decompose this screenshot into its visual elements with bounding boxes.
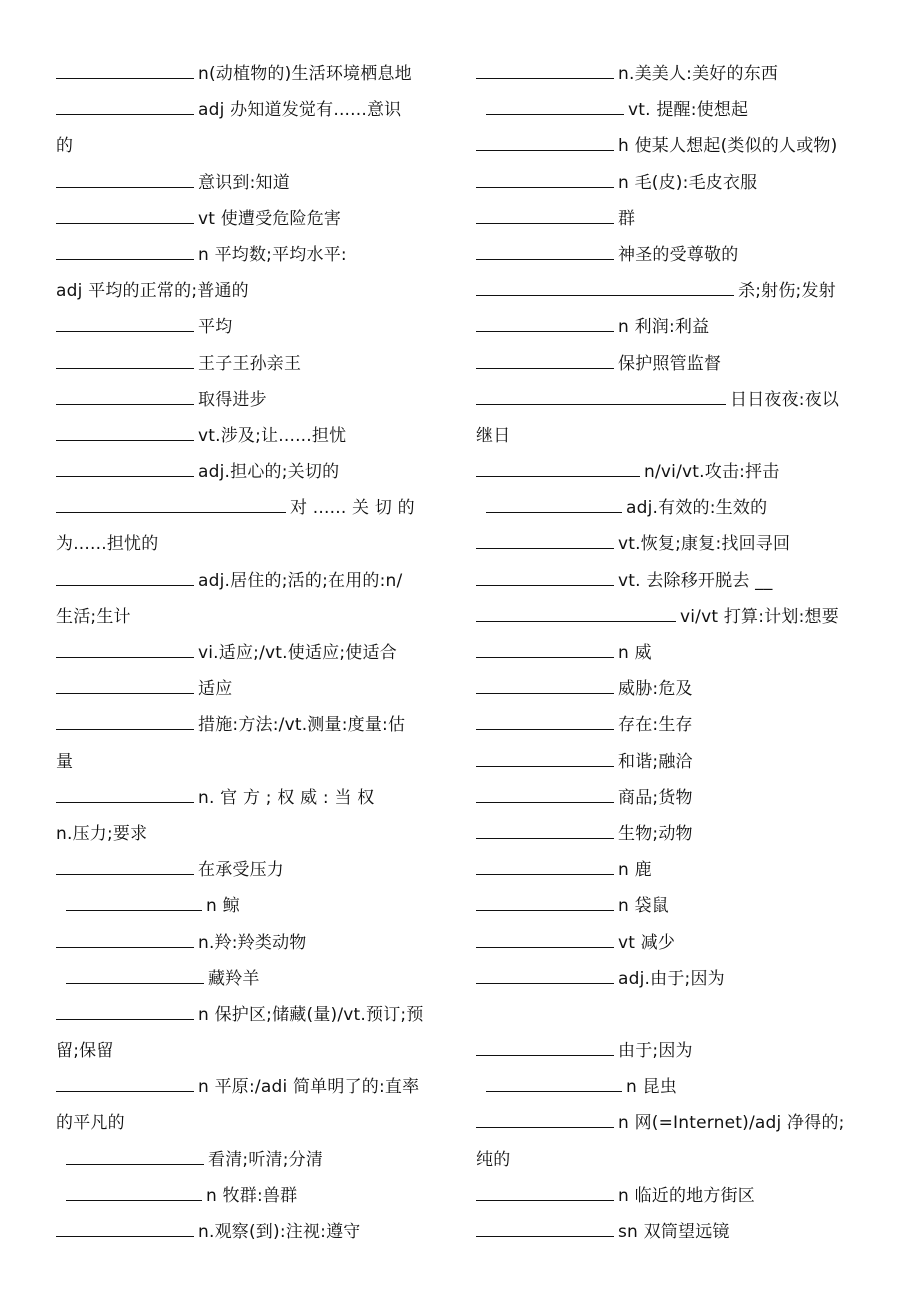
definition-text: 适应 [198, 679, 233, 700]
vocab-line [56, 1069, 446, 1105]
definition-text: 措施:方法:/vt.测量:度量:估 [198, 715, 406, 736]
vocab-line [476, 997, 868, 1033]
vocab-line [476, 346, 868, 382]
definition-text: 和谐;融洽 [618, 751, 693, 772]
vocab-line [56, 780, 446, 816]
answer-blank[interactable] [476, 150, 614, 151]
definition-text: n 平均数;平均水平: [198, 244, 347, 265]
answer-blank[interactable] [476, 657, 614, 658]
answer-blank[interactable] [476, 404, 726, 405]
answer-blank[interactable] [56, 1091, 194, 1092]
definition-text: 生活;生计 [56, 606, 131, 627]
definition-text: n 袋鼠 [618, 896, 669, 917]
answer-blank[interactable] [476, 766, 614, 767]
answer-blank[interactable] [56, 331, 194, 332]
answer-blank[interactable] [476, 1127, 614, 1128]
answer-blank[interactable] [56, 114, 194, 115]
definition-text: 日日夜夜:夜以 [730, 389, 840, 410]
definition-text: 看清;听清;分清 [208, 1149, 324, 1170]
answer-blank[interactable] [56, 476, 194, 477]
vocab-line [56, 1033, 446, 1069]
definition-text: 藏羚羊 [208, 968, 260, 989]
definition-text: sn 双筒望远镜 [618, 1222, 730, 1242]
answer-blank[interactable] [476, 585, 614, 586]
vocab-line [56, 707, 446, 743]
definition-text: vt.涉及;让......担忧 [198, 425, 347, 446]
vocab-line [476, 671, 868, 707]
vocab-line [56, 418, 446, 454]
answer-blank[interactable] [476, 874, 614, 875]
definition-text: 由于;因为 [618, 1041, 693, 1062]
vocab-line [476, 490, 868, 526]
vocab-line [56, 237, 446, 273]
definition-text: vt.恢复;康复:找回寻回 [618, 534, 791, 555]
vocab-line [56, 165, 446, 201]
definition-text: 商品;货物 [618, 787, 693, 808]
definition-text: 保护照管监督 [618, 353, 722, 374]
definition-text: n.羚:羚类动物 [198, 932, 307, 953]
vocab-line [56, 888, 446, 924]
answer-blank[interactable] [476, 1236, 614, 1237]
definition-text: n 牧群:兽群 [206, 1185, 298, 1206]
definition-text: n 鹿 [618, 860, 652, 881]
definition-text: 留;保留 [56, 1041, 114, 1062]
vocab-line [476, 888, 868, 924]
answer-blank[interactable] [56, 259, 194, 260]
vocab-line [56, 671, 446, 707]
definition-text: n.美美人:美好的东西 [618, 64, 779, 84]
definition-text: adj 办知道发觉有......意识 [198, 100, 402, 121]
definition-text: n 威 [618, 643, 652, 663]
answer-blank[interactable] [486, 114, 624, 115]
definition-text: vt 减少 [618, 932, 676, 953]
vocab-line [56, 526, 446, 562]
left-column [56, 56, 446, 1250]
vocab-line [476, 526, 868, 562]
vocab-line [56, 56, 446, 92]
vocab-line [56, 382, 446, 418]
vocab-line [56, 925, 446, 961]
answer-blank[interactable] [56, 223, 194, 224]
definition-text: 继日 [476, 425, 511, 446]
vocab-line [476, 1069, 868, 1105]
answer-blank[interactable] [56, 1019, 194, 1020]
answer-blank[interactable] [476, 983, 614, 984]
definition-text: h 使某人想起(类似的人或物) [618, 136, 838, 157]
vocab-line [476, 635, 868, 671]
answer-blank[interactable] [476, 729, 614, 730]
definition-text: n 昆虫 [626, 1077, 677, 1098]
vocab-line [476, 1214, 868, 1250]
answer-blank[interactable] [56, 78, 194, 79]
answer-blank[interactable] [476, 1055, 614, 1056]
vocab-line [476, 56, 868, 92]
vocab-line [56, 563, 446, 599]
answer-blank[interactable] [56, 1236, 194, 1237]
answer-blank[interactable] [486, 512, 622, 513]
vocab-line [56, 1142, 446, 1178]
definition-text: 纯的 [476, 1149, 511, 1170]
vocab-line [56, 128, 446, 164]
vocab-line [476, 1178, 868, 1214]
definition-text: 群 [618, 208, 636, 229]
answer-blank[interactable] [66, 1200, 202, 1201]
answer-blank[interactable] [476, 947, 614, 948]
definition-text: n. 官 方 ; 权 威 : 当 权 [198, 787, 375, 808]
answer-blank[interactable] [486, 1091, 622, 1092]
definition-text: adj.居住的;活的;在用的:n/ [198, 570, 403, 591]
answer-blank[interactable] [476, 548, 614, 549]
definition-text: n 利润:利益 [618, 317, 710, 338]
vocab-line [56, 346, 446, 382]
definition-text: adj.有效的:生效的 [626, 498, 768, 519]
vocab-line [476, 454, 868, 490]
vocab-line [476, 309, 868, 345]
answer-blank[interactable] [476, 1200, 614, 1201]
answer-blank[interactable] [476, 259, 614, 260]
answer-blank[interactable] [56, 729, 194, 730]
definition-text: n.观察(到):注视:遵守 [198, 1222, 361, 1242]
vocab-line [476, 1105, 868, 1141]
vocab-line [476, 816, 868, 852]
answer-blank[interactable] [476, 368, 614, 369]
answer-blank[interactable] [66, 983, 204, 984]
answer-blank[interactable] [56, 440, 194, 441]
definition-text: vt. 提醒:使想起 [628, 100, 749, 121]
vocab-line [56, 1214, 446, 1250]
answer-blank[interactable] [476, 187, 614, 188]
definition-text: 的 [56, 136, 74, 157]
answer-blank[interactable] [56, 512, 286, 513]
answer-blank[interactable] [476, 223, 614, 224]
answer-blank[interactable] [56, 368, 194, 369]
answer-blank[interactable] [476, 78, 614, 79]
vocab-line [56, 816, 446, 852]
vocab-line [56, 1105, 446, 1141]
definition-text: n 毛(皮):毛皮衣服 [618, 172, 758, 193]
vocab-line [476, 599, 868, 635]
definition-text: n.压力;要求 [56, 823, 148, 844]
answer-blank[interactable] [476, 693, 614, 694]
vocab-line [476, 418, 868, 454]
definition-text: 神圣的受尊敬的 [618, 244, 739, 265]
vocab-line [476, 382, 868, 418]
answer-blank[interactable] [56, 404, 194, 405]
definition-text: vi.适应;/vt.使适应;使适合 [198, 643, 397, 663]
answer-blank[interactable] [56, 657, 194, 658]
definition-text: n 平原:/adi 简单明了的:直率 [198, 1077, 420, 1098]
definition-text: 威胁:危及 [618, 679, 693, 700]
vocab-line [56, 961, 446, 997]
definition-text: 杀;射伤;发射 [738, 281, 836, 302]
definition-text: 在承受压力 [198, 860, 284, 881]
vocab-line [56, 454, 446, 490]
definition-text: adj.担心的;关切的 [198, 462, 340, 483]
definition-text: 对 ...... 关 切 的 [290, 498, 415, 519]
answer-blank[interactable] [56, 947, 194, 948]
vocab-line [56, 599, 446, 635]
vocab-line [56, 490, 446, 526]
vocab-line [476, 273, 868, 309]
definition-text: vi/vt 打算:计划:想要 [680, 606, 839, 627]
definition-text: 的平凡的 [56, 1113, 125, 1134]
answer-blank[interactable] [66, 1164, 204, 1165]
definition-text: n 鲸 [206, 896, 240, 917]
vocab-line [476, 925, 868, 961]
answer-blank[interactable] [56, 585, 194, 586]
vocab-line [56, 273, 446, 309]
definition-text: adj 平均的正常的;普通的 [56, 281, 249, 302]
vocab-line [476, 201, 868, 237]
answer-blank[interactable] [476, 621, 676, 622]
vocab-line [56, 1178, 446, 1214]
vocab-line [476, 707, 868, 743]
vocab-line [476, 961, 868, 997]
definition-text: 为......担忧的 [56, 534, 159, 555]
definition-text: 生物;动物 [618, 823, 693, 844]
vocab-line [476, 1033, 868, 1069]
vocab-line [476, 128, 868, 164]
definition-text: 量 [56, 751, 74, 772]
vocab-line [476, 852, 868, 888]
vocab-line [476, 780, 868, 816]
definition-text: n/vi/vt.攻击:抨击 [644, 462, 780, 483]
definition-text: vt 使遭受危险危害 [198, 208, 342, 229]
definition-text: 王子王孙亲王 [198, 353, 302, 374]
answer-blank[interactable] [476, 910, 614, 911]
definition-text: 取得进步 [198, 389, 267, 410]
vocab-line [476, 165, 868, 201]
definition-text: n 临近的地方街区 [618, 1185, 755, 1206]
definition-text: vt. 去除移开脱去 __ [618, 570, 773, 591]
definition-text: adj.由于;因为 [618, 968, 725, 989]
answer-blank[interactable] [56, 802, 194, 803]
definition-text: 平均 [198, 317, 233, 338]
vocab-line [476, 237, 868, 273]
vocab-line [56, 201, 446, 237]
vocab-line [56, 92, 446, 128]
answer-blank[interactable] [476, 476, 640, 477]
vocab-line [56, 997, 446, 1033]
vocab-line [476, 563, 868, 599]
answer-blank[interactable] [66, 910, 202, 911]
definition-text: n 保护区;储藏(量)/vt.预订;预 [198, 1004, 424, 1025]
definition-text: 存在:生存 [618, 715, 693, 736]
answer-blank[interactable] [476, 802, 614, 803]
definition-text: n(动植物的)生活环境栖息地 [198, 64, 412, 84]
vocab-line [56, 635, 446, 671]
right-column [476, 56, 868, 1250]
vocab-line [56, 309, 446, 345]
vocab-line [476, 92, 868, 128]
answer-blank[interactable] [56, 693, 194, 694]
vocab-line [476, 1142, 868, 1178]
answer-blank[interactable] [56, 874, 194, 875]
answer-blank[interactable] [476, 295, 734, 296]
answer-blank[interactable] [476, 331, 614, 332]
answer-blank[interactable] [476, 838, 614, 839]
vocab-line [56, 744, 446, 780]
answer-blank[interactable] [56, 187, 194, 188]
definition-text: n 网(=Internet)/adj 净得的; [618, 1113, 845, 1134]
vocab-line [476, 744, 868, 780]
definition-text: 意识到:知道 [198, 172, 290, 193]
vocab-line [56, 852, 446, 888]
